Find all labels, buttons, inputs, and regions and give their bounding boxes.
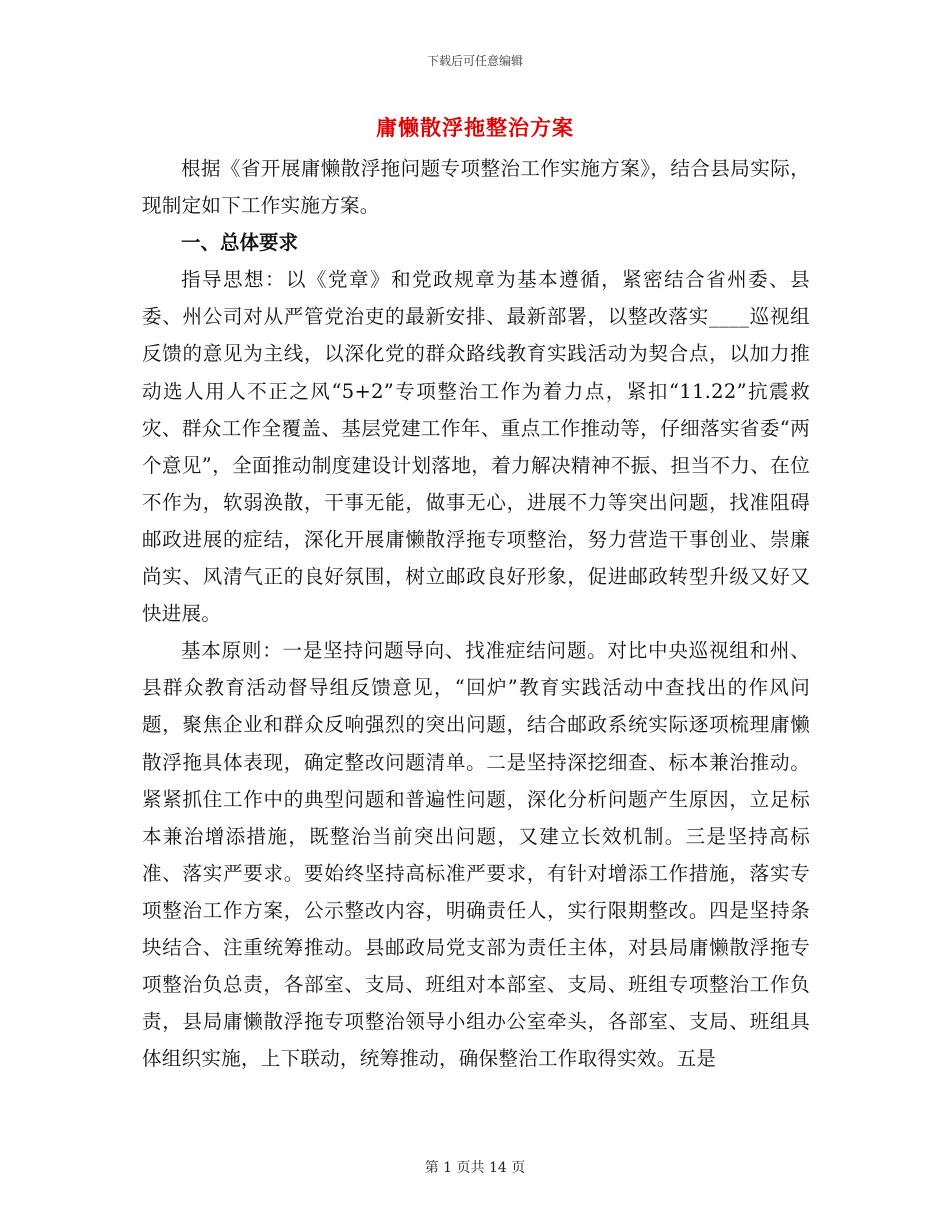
page-header-note: 下载后可任意编辑 [426,54,523,68]
basic-principles-paragraph: 基本原则：一是坚持问题导向、找准症结问题。对比中央巡视组和州、县群众教育活动督导组反馈意见，“回炉”教育实践活动中查找出的作风问题，聚焦企业和群众反响强烈的突出问题，结合邮政系统实际逐项梳理庸懒散浮拖具体表现，确定整改问题清单。二是坚持深挖细查、标本兼治推动。紧紧抓住工作中的典型问题和普遍性问题，深化分析问题产生原因，立足标本兼治增添措施，既整治当前突出问题，又建立长效机制。三是坚持高标准、落实严要求。要始终坚持高标准严要求，有针对增添工作措施，落实专项整治工作方案，公示整改内容，明确责任人，实行限期整改。四是坚持条块结合、注重统筹推动。县邮政局党支部为责任主体，对县局庸懒散浮拖专项整治负总责，各部室、支局、班组对本部室、支局、班组专项整治工作负责，县局庸懒散浮拖专项整治领导小组办公室牵头，各部室、支局、班组具体组织实施，上下联动，统筹推动，确保整治工作取得实效。五是 [142,639,810,1071]
guiding-thought-paragraph: 指导思想：以《党章》和党政规章为基本遵循，紧密结合省州委、县委、州公司对从严管党治吏的最新安排、最新部署，以整改落实____巡视组反馈的意见为主线，以深化党的群众路线教育实践活动为契合点，以加力推动选人用人不正之风“5+2”专项整治工作为着力点，紧扣“11.22”抗震救灾、群众工作全覆盖、基层党建工作年、重点工作推动等，仔细落实省委“两个意见”，全面推动制度建设计划落地，着力解决精神不振、担当不力、在位不作为，软弱涣散，干事无能，做事无心，进展不力等突出问题，找准阻碍邮政进展的症结，深化开展庸懒散浮拖专项整治，努力营造干事创业、崇廉尚实、风清气正的良好氛围，树立邮政良好形象，促进邮政转型升级又好又快进展。 [142,268,810,626]
intro-paragraph: 根据《省开展庸懒散浮拖问题专项整治工作实施方案》，结合县局实际，现制定如下工作实施方案。 [142,157,810,218]
section-heading-general-requirements: 一、总体要求 [181,231,299,255]
page-number: 第 1 页共 14 页 [424,1160,526,1176]
document-body [142,150,810,1077]
document-title: 庸懒散浮拖整治方案 [376,116,574,140]
